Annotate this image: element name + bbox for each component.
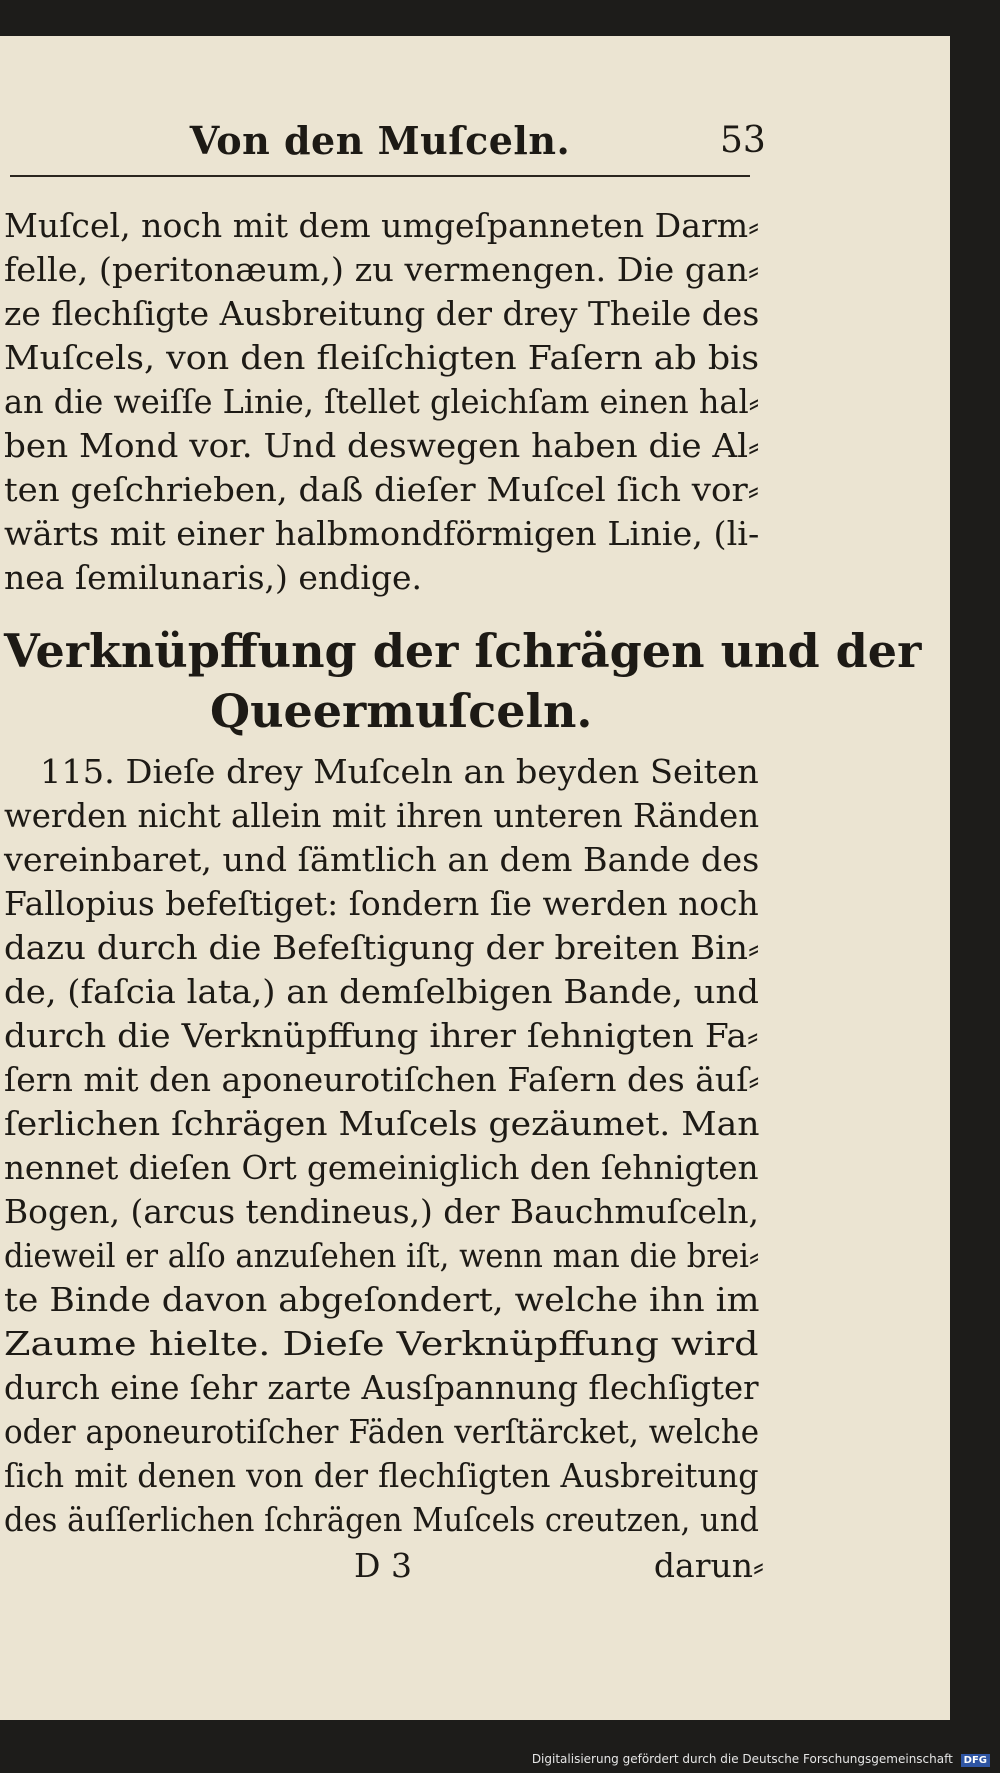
section-heading-line-2: Queermuſceln. xyxy=(210,684,593,738)
text-line: dazu durch die Befeſtigung der breiten Bin⸗ xyxy=(4,928,760,967)
text-line: Muſcel, noch mit dem umgeſpanneten Darm⸗ xyxy=(4,206,760,245)
section-heading-line-1: Verknüpffung der ſchrägen und der xyxy=(4,624,922,678)
text-line: werden nicht allein mit ihren unteren Ränden xyxy=(4,796,760,835)
text-line: dieweil er alſo anzuſehen iſt, wenn man die brei⸗ xyxy=(4,1236,760,1275)
text-line: des äuſſerlichen ſchrägen Muſcels creutzen, und xyxy=(4,1500,759,1539)
text-line: durch die Verknüpffung ihrer ſehnigten Fa⸗ xyxy=(4,1016,759,1055)
text-line: Bogen, (arcus tendineus,) der Bauchmuſceln, xyxy=(4,1192,759,1231)
digitization-credit xyxy=(532,1752,990,1767)
text-line: te Binde davon abgeſondert, welche ihn im xyxy=(4,1280,760,1319)
text-line: ſich mit denen von der flechſigten Ausbreitung xyxy=(4,1456,759,1495)
text-line: Zaume hielte. Dieſe Verknüpffung wird xyxy=(4,1324,759,1363)
text-line: nennet dieſen Ort gemeiniglich den ſehnigten xyxy=(4,1148,759,1187)
text-line: Fallopius befeſtiget: ſondern ſie werden noch xyxy=(4,884,759,923)
text-line: 115. Dieſe drey Muſceln an beyden Seiten xyxy=(40,752,759,791)
page-number: 53 xyxy=(720,120,766,161)
text-line: nea ſemilunaris,) endige. xyxy=(4,558,422,597)
text-line: durch eine ſehr zarte Ausſpannung flechſigter xyxy=(4,1368,759,1407)
credit-text: Digitalisierung gefördert durch die Deutsche Forschungsgemeinschaft xyxy=(531,1752,953,1766)
text-line: vereinbaret, und ſämtlich an dem Bande des xyxy=(4,840,760,879)
text-line: wärts mit einer halbmondförmigen Linie, (li- xyxy=(4,514,760,553)
text-line: felle, (peritonæum,) zu vermengen. Die gan⸗ xyxy=(4,250,760,289)
text-line: Muſcels, von den fleiſchigten Faſern ab bis xyxy=(4,338,760,377)
page-footer xyxy=(4,1546,764,1590)
running-head: Von den Muſceln. xyxy=(189,118,571,163)
text-line: oder aponeurotiſcher Fäden verſtärcket, welche xyxy=(4,1412,760,1451)
text-line: ze flechſigte Ausbreitung der drey Theile des xyxy=(4,294,760,333)
dfg-logo: DFG xyxy=(961,1754,990,1767)
signature-mark: D 3 xyxy=(354,1546,412,1585)
text-line: de, (faſcia lata,) an demſelbigen Bande, und xyxy=(4,972,760,1011)
text-line: an die weiſſe Linie, ſtellet gleichſam einen hal⸗ xyxy=(4,382,760,421)
text-line: ten geſchrieben, daß dieſer Muſcel ſich vor⸗ xyxy=(4,470,760,509)
text-line: ſern mit den aponeurotiſchen Faſern des äuſ⸗ xyxy=(4,1060,760,1099)
catchword: darun⸗ xyxy=(653,1546,764,1585)
header-rule xyxy=(10,175,750,177)
text-line: ben Mond vor. Und deswegen haben die Al⸗ xyxy=(4,426,760,465)
book-page xyxy=(0,36,950,1720)
text-line: ſerlichen ſchrägen Muſcels gezäumet. Man xyxy=(4,1104,760,1143)
